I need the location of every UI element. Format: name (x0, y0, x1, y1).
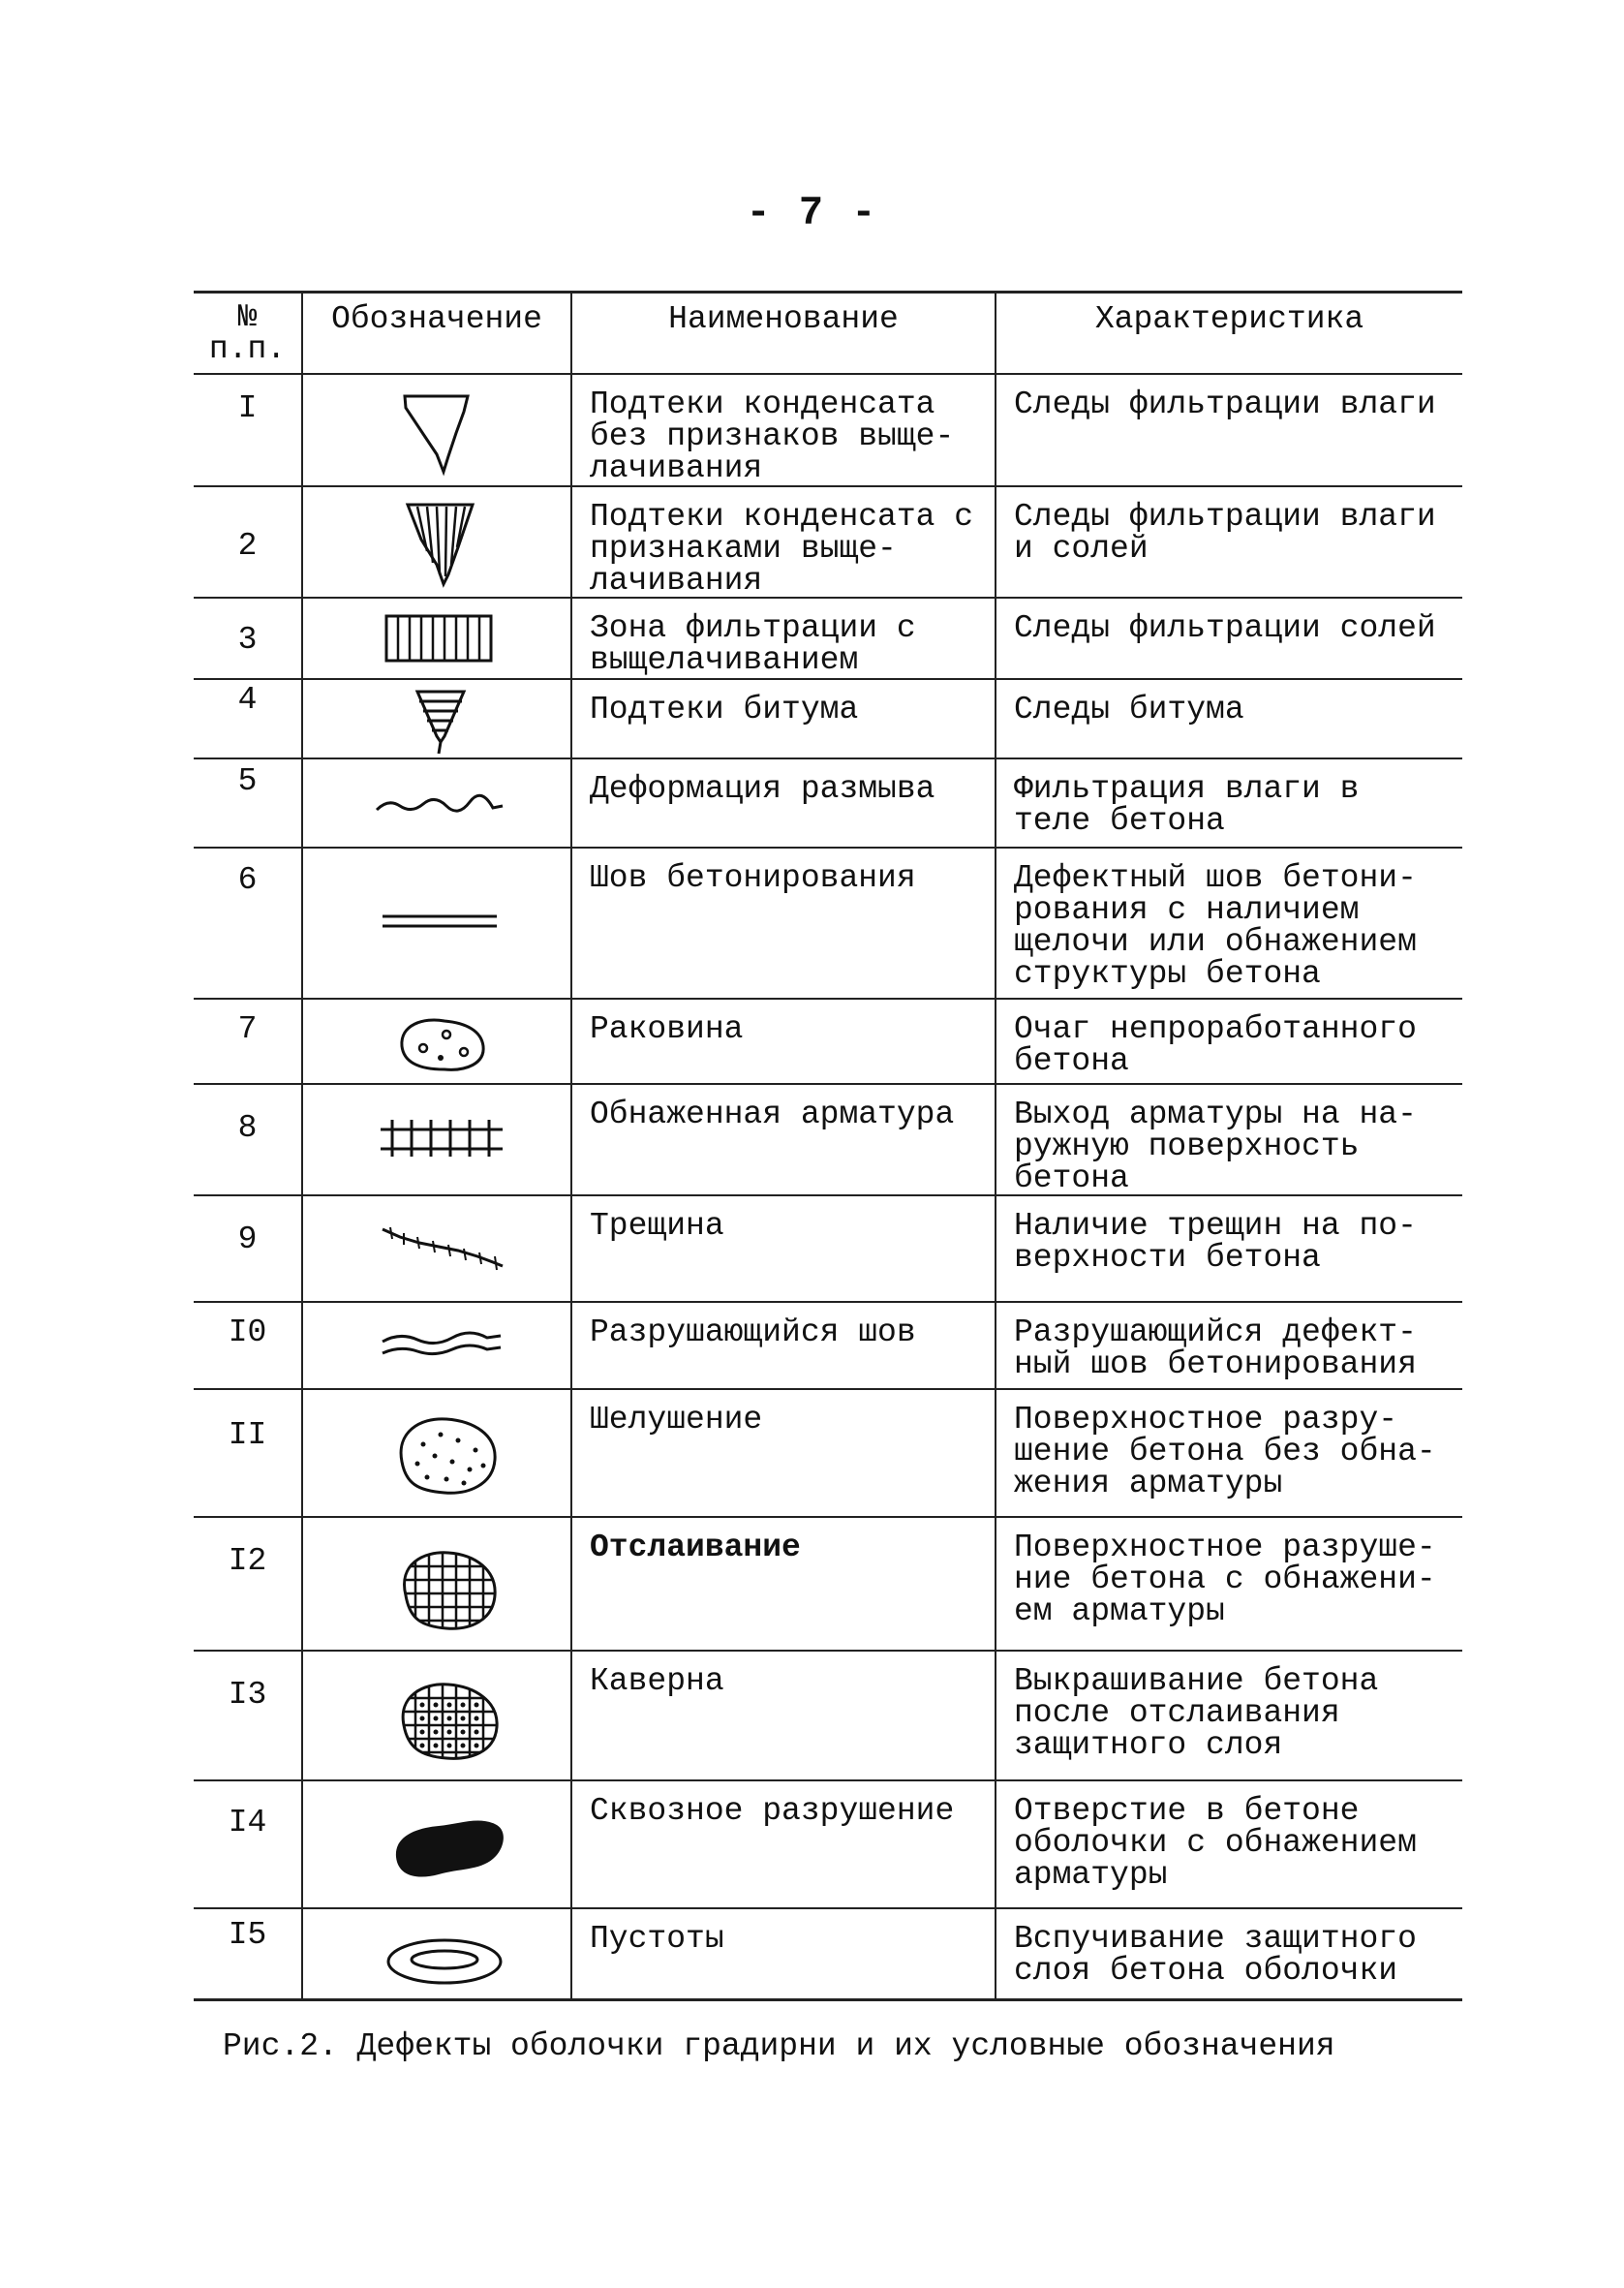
row-name: Шелушение (571, 1389, 996, 1517)
table-row (194, 1195, 1462, 1302)
page-number: - 7 - (746, 190, 878, 236)
row-symbol (302, 1908, 571, 2000)
row-symbol (302, 848, 571, 999)
row-name: Деформация размыва (571, 758, 996, 848)
row-name: Зона фильтрации с выщелачиванием (571, 598, 996, 679)
table-row (194, 758, 1462, 848)
row-number: 5 (194, 758, 302, 848)
row-symbol (302, 1084, 571, 1195)
row-description: Вспучивание защитного слоя бетона оболочки (996, 1908, 1462, 2000)
row-description: Отверстие в бетоне оболочки с обнажением арматуры (996, 1780, 1462, 1908)
row-symbol (302, 679, 571, 758)
header-num: № п.п. (194, 293, 302, 375)
triangle-vertical-hatch-icon (303, 487, 570, 596)
row-symbol (302, 1195, 571, 1302)
row-symbol (302, 486, 571, 598)
row-description: Наличие трещин на по-верхности бетона (996, 1195, 1462, 1302)
crack-line-icon (303, 1196, 570, 1301)
row-number: I2 (194, 1517, 302, 1651)
row-number: I4 (194, 1780, 302, 1908)
table-row (194, 1908, 1462, 2000)
row-name: Обнаженная арматура (571, 1084, 996, 1195)
row-number: 8 (194, 1084, 302, 1195)
grid-blob-icon (303, 1518, 570, 1650)
table-row (194, 1651, 1462, 1780)
table-row (194, 1084, 1462, 1195)
row-number: 3 (194, 598, 302, 679)
row-description: Следы фильтрации солей (996, 598, 1462, 679)
row-name: Пустоты (571, 1908, 996, 2000)
row-symbol (302, 1302, 571, 1389)
row-name: Подтеки битума (571, 679, 996, 758)
row-description: Разрушающийся дефект-ный шов бетонирования (996, 1302, 1462, 1389)
table-row (194, 999, 1462, 1084)
row-symbol (302, 598, 571, 679)
row-name: Сквозное разрушение (571, 1780, 996, 1908)
row-name: Подтеки конденсата без признаков выще-лачивания (571, 374, 996, 486)
row-symbol (302, 1651, 571, 1780)
row-name: Трещина (571, 1195, 996, 1302)
row-description: Следы фильтрации влаги (996, 374, 1462, 486)
row-description: Следы битума (996, 679, 1462, 758)
row-number: 7 (194, 999, 302, 1084)
table-row (194, 1780, 1462, 1908)
header-symbol: Обозначение (302, 293, 571, 375)
row-name: Каверна (571, 1651, 996, 1780)
header-description: Характеристика (996, 293, 1462, 375)
figure-caption: Рис.2. Дефекты оболочки градирни и их условные обозначения (223, 2028, 1335, 2064)
double-ellipse-icon (303, 1909, 570, 1998)
row-name: Раковина (571, 999, 996, 1084)
table-row (194, 679, 1462, 758)
table-header-row (194, 293, 1462, 375)
row-number: I3 (194, 1651, 302, 1780)
triangle-horizontal-hatch-icon (303, 680, 570, 758)
row-description: Выкрашивание бетона после отслаивания защитного слоя (996, 1651, 1462, 1780)
row-description: Дефектный шов бетони-рования с наличием щелочи или обнажением структуры бетона (996, 848, 1462, 999)
row-symbol (302, 758, 571, 848)
double-line-icon (303, 849, 570, 998)
row-description: Очаг непроработанного бетона (996, 999, 1462, 1084)
blob-dots-icon (303, 1000, 570, 1083)
row-symbol (302, 374, 571, 486)
table-row (194, 848, 1462, 999)
defects-table (194, 291, 1462, 2001)
double-wave-icon (303, 1303, 570, 1388)
row-description: Следы фильтрации влаги и солей (996, 486, 1462, 598)
row-description: Поверхностное разруше-ние бетона с обнажени-ем арматуры (996, 1517, 1462, 1651)
triangle-empty-icon (303, 375, 570, 485)
table-row (194, 1302, 1462, 1389)
hatched-rectangle-icon (303, 599, 570, 678)
row-number: II (194, 1389, 302, 1517)
row-symbol (302, 1780, 571, 1908)
table-row (194, 1517, 1462, 1651)
row-number: 4 (194, 679, 302, 758)
filled-blob-icon (303, 1781, 570, 1907)
rebar-icon (303, 1085, 570, 1191)
row-number: 2 (194, 486, 302, 598)
dotted-blob-icon (303, 1390, 570, 1516)
wave-line-icon (303, 759, 570, 847)
row-number: 6 (194, 848, 302, 999)
row-number: 9 (194, 1195, 302, 1302)
row-name: Шов бетонирования (571, 848, 996, 999)
table-row (194, 486, 1462, 598)
row-symbol (302, 999, 571, 1084)
row-symbol (302, 1517, 571, 1651)
row-description: Фильтрация влаги в теле бетона (996, 758, 1462, 848)
row-description: Выход арматуры на на-ружную поверхность бетона (996, 1084, 1462, 1195)
table-row (194, 1389, 1462, 1517)
header-name: Наименование (571, 293, 996, 375)
row-name: Отслаивание (571, 1517, 996, 1651)
table-row (194, 598, 1462, 679)
table-row (194, 374, 1462, 486)
grid-dotted-blob-icon (303, 1652, 570, 1779)
row-number: I (194, 374, 302, 486)
row-number: I5 (194, 1908, 302, 2000)
row-name: Подтеки конденсата с признаками выще-лачивания (571, 486, 996, 598)
row-symbol (302, 1389, 571, 1517)
row-number: I0 (194, 1302, 302, 1389)
row-description: Поверхностное разру-шение бетона без обна-жения арматуры (996, 1389, 1462, 1517)
row-name: Разрушающийся шов (571, 1302, 996, 1389)
